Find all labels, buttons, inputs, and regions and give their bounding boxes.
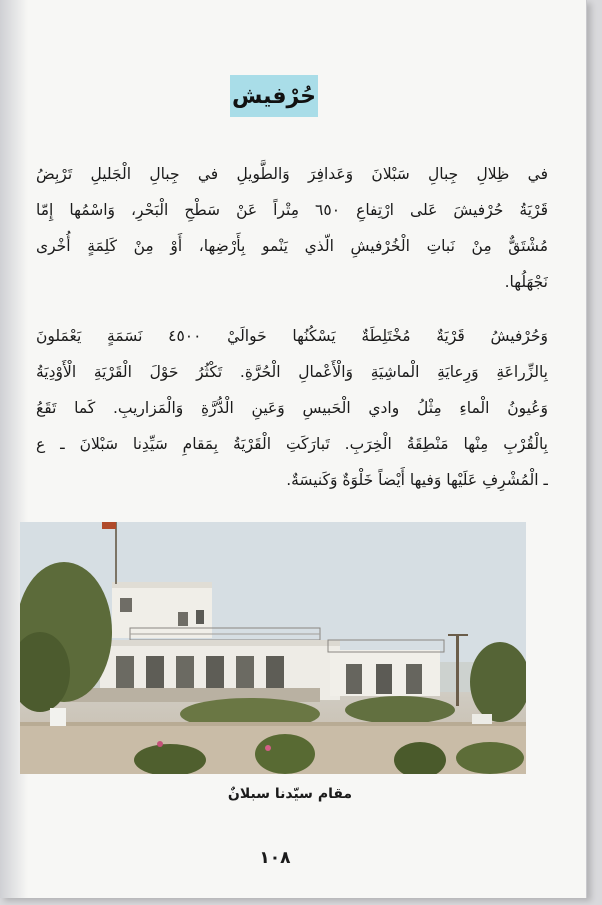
shrine-photo [20,522,526,774]
text-line: وَحُرْفيشُ قَرْيَةٌ مُخْتَلِطَةٌ يَسْكُنُها حَوالَيْ ٤٥٠٠ نَسَمَةٍ يَعْمَلونَ [36,327,548,345]
paragraph-1 [36,156,548,300]
text-line: بِالْقُرْبِ مِنْها مَنْطِقَةُ الْخِرَبِ. تَبارَكَتِ الْقَرْيَةُ بِمَقامِ سَيِّدِنا سَبْلانَ ـ ع [36,435,548,453]
text-line: نَجْهَلُها. [504,273,548,291]
text-line: في ظِلالِ جِبالِ سَبْلانَ وَعَدافِرَ وَالطَّويلِ في جِبالِ الْجَليلِ تَرْبِضُ [36,165,548,183]
text-line: وَعُيونُ الْماءِ مِثْلُ وادي الْحَبيسِ وَعَينِ الْدُّرَّةِ وَالْمَزاريبِ. كَما تَقَعُ [36,399,548,417]
page-number: ١٠٨ [259,848,291,868]
text-line: بِالزِّراعَةِ وَرِعايَةِ الْماشِيَةِ وَالْأَعْمالِ الْحُرَّةِ. تَكْثُرُ حَوْلَ الْقَرْيَةِ الْأَوْدِيَةُ [36,363,548,381]
photo-caption: مقام سيّدنا سبلانٌ [227,786,353,802]
page-title: حُرْفيش [231,83,317,109]
text-line: مُشْتَقٌّ مِنْ نَباتِ الْخُرْفيشِ الّذي يَنْمو بِأَرْضِها، أَوْ مِنْ كَلِمَةٍ أُخْرى [36,237,548,255]
paragraph-2 [36,318,548,498]
text-line: ـ الْمُشْرِفِ عَلَيْها وَفيها أَيْضاً خَلْوَةٌ وَكَنيسَةٌ. [286,471,548,489]
text-line: قَرْيَةُ حُرْفيشَ عَلى ارْتِفاعِ ٦٥٠ مِتْراً عَنْ سَطْحِ الْبَحْرِ، وَاسْمُها إِمّا [36,201,548,219]
title-box [230,75,318,117]
